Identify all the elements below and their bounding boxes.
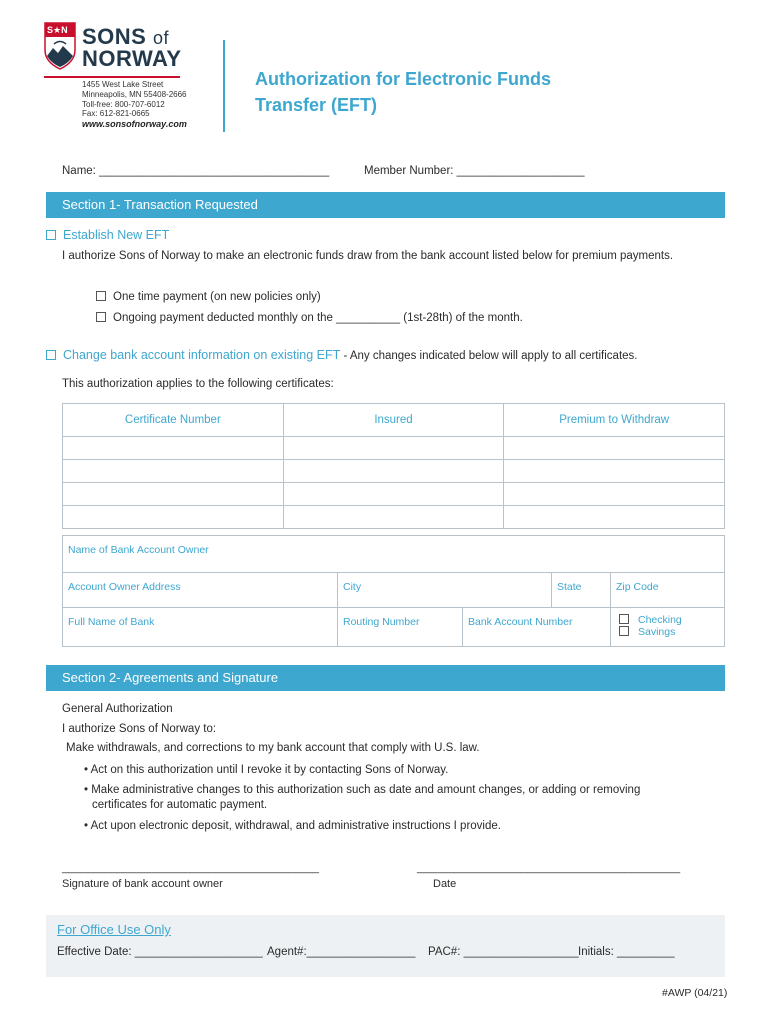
logo-lettering: S★N: [47, 25, 68, 35]
header-divider: [223, 40, 225, 132]
agent-field[interactable]: Agent#:_________________: [267, 946, 416, 958]
effective-date-field[interactable]: Effective Date: ____________________: [57, 946, 263, 958]
bullet-admin-changes-cont: certificates for automatic payment.: [92, 799, 268, 811]
ongoing-payment-option[interactable]: [96, 312, 523, 324]
table-row: [63, 483, 725, 506]
establish-eft-checkbox[interactable]: [46, 230, 56, 240]
section1-header: Section 1- Transaction Requested: [46, 192, 725, 218]
form-title-line2: Transfer (EFT): [255, 95, 378, 115]
establish-eft-label: Establish New EFT: [63, 228, 170, 242]
name-field[interactable]: Name: ____________________________________: [62, 165, 330, 177]
withdrawals-text: Make withdrawals, and corrections to my bank account that comply with U.S. law.: [66, 742, 480, 754]
table-cell[interactable]: [283, 506, 504, 529]
applies-text: This authorization applies to the following certificates:: [62, 378, 334, 390]
signature-line[interactable]: __________________________________________: [62, 862, 319, 874]
account-owner-name-field[interactable]: [62, 535, 725, 573]
table-cell[interactable]: [504, 506, 725, 529]
one-time-payment-option[interactable]: [96, 291, 321, 303]
account-owner-address-label: Account Owner Address: [68, 581, 181, 593]
initials-field[interactable]: Initials: _________: [578, 946, 675, 958]
change-account-note: - Any changes indicated below will apply to all certificates.: [340, 350, 638, 362]
establish-eft-option[interactable]: [46, 228, 169, 242]
form-title-line1: Authorization for Electronic Funds: [255, 69, 551, 89]
table-row: [63, 506, 725, 529]
form-code: #AWP (04/21): [662, 987, 728, 999]
pac-field[interactable]: PAC#: __________________: [428, 946, 579, 958]
table-cell[interactable]: [283, 483, 504, 506]
table-cell[interactable]: [283, 437, 504, 460]
bullet-revoke: • Act on this authorization until I revoke it by contacting Sons of Norway.: [84, 764, 449, 776]
bullet-admin-changes: • Make administrative changes to this authorization such as date and amount changes, or adding or removing: [84, 784, 641, 796]
table-row: [63, 437, 725, 460]
table-cell[interactable]: [504, 437, 725, 460]
account-owner-address-field[interactable]: [62, 572, 338, 608]
col-premium: Premium to Withdraw: [504, 404, 725, 437]
savings-checkbox[interactable]: [619, 626, 629, 636]
change-account-checkbox[interactable]: [46, 350, 56, 360]
savings-option[interactable]: [619, 626, 724, 638]
table-header-row: [63, 404, 725, 437]
table-cell[interactable]: [504, 483, 725, 506]
table-cell[interactable]: [63, 483, 284, 506]
bank-name-label: Full Name of Bank: [68, 616, 155, 628]
certificates-table: [62, 403, 725, 529]
member-number-field[interactable]: Member Number: ____________________: [364, 165, 585, 177]
ongoing-payment-label: Ongoing payment deducted monthly on the __________ (1st-28th) of the month.: [113, 312, 523, 324]
address-line-2: Minneapolis, MN 55408-2666: [82, 90, 187, 99]
state-label: State: [557, 581, 582, 593]
address-line-4: Fax: 612-821-0665: [82, 109, 150, 118]
col-insured: Insured: [283, 404, 504, 437]
authorize-text: I authorize Sons of Norway to make an electronic funds draw from the bank account listed below for premium payments.: [62, 250, 674, 262]
account-number-field[interactable]: [462, 607, 611, 647]
checking-label: Checking: [638, 614, 682, 626]
routing-number-field[interactable]: [337, 607, 463, 647]
signature-label: Signature of bank account owner: [62, 878, 223, 890]
zip-code-label: Zip Code: [616, 581, 659, 593]
state-field[interactable]: [551, 572, 611, 608]
routing-number-label: Routing Number: [343, 616, 420, 628]
account-owner-name-label: Name of Bank Account Owner: [68, 544, 209, 556]
address-line-3: Toll-free: 800-707-6012: [82, 100, 165, 109]
table-cell[interactable]: [63, 506, 284, 529]
bullet-instructions: • Act upon electronic deposit, withdrawal, and administrative instructions I provide.: [84, 820, 501, 832]
date-label: Date: [433, 878, 457, 890]
date-line[interactable]: ___________________________________________: [417, 862, 681, 874]
form-title: [255, 66, 551, 118]
change-account-option[interactable]: [46, 348, 638, 362]
ongoing-payment-checkbox[interactable]: [96, 312, 106, 322]
brand-name-line2: NORWAY: [82, 46, 182, 71]
savings-label: Savings: [638, 626, 676, 638]
city-label: City: [343, 581, 362, 593]
table-cell[interactable]: [504, 460, 725, 483]
checking-option[interactable]: [619, 614, 724, 626]
zip-code-field[interactable]: [610, 572, 725, 608]
account-number-label: Bank Account Number: [468, 616, 573, 628]
table-cell[interactable]: [283, 460, 504, 483]
account-type-field: [610, 607, 725, 647]
col-certificate-number: Certificate Number: [63, 404, 284, 437]
table-cell[interactable]: [63, 437, 284, 460]
brand-sons: SONS: [82, 24, 147, 49]
one-time-payment-label: One time payment (on new policies only): [113, 291, 321, 303]
address-line-1: 1455 West Lake Street: [82, 80, 164, 89]
city-field[interactable]: [337, 572, 552, 608]
brand-underline: [44, 76, 180, 78]
checking-checkbox[interactable]: [619, 614, 629, 624]
change-account-label: Change bank account information on existing EFT: [63, 348, 341, 362]
general-authorization-heading: General Authorization: [62, 703, 173, 715]
table-cell[interactable]: [63, 460, 284, 483]
one-time-payment-checkbox[interactable]: [96, 291, 106, 301]
section2-header: Section 2- Agreements and Signature: [46, 665, 725, 691]
bank-name-field[interactable]: [62, 607, 338, 647]
table-row: [63, 460, 725, 483]
brand-of: of: [152, 28, 169, 48]
website: www.sonsofnorway.com: [82, 119, 187, 129]
authorize-intro: I authorize Sons of Norway to:: [62, 723, 217, 735]
office-use-title: For Office Use Only: [57, 922, 171, 937]
